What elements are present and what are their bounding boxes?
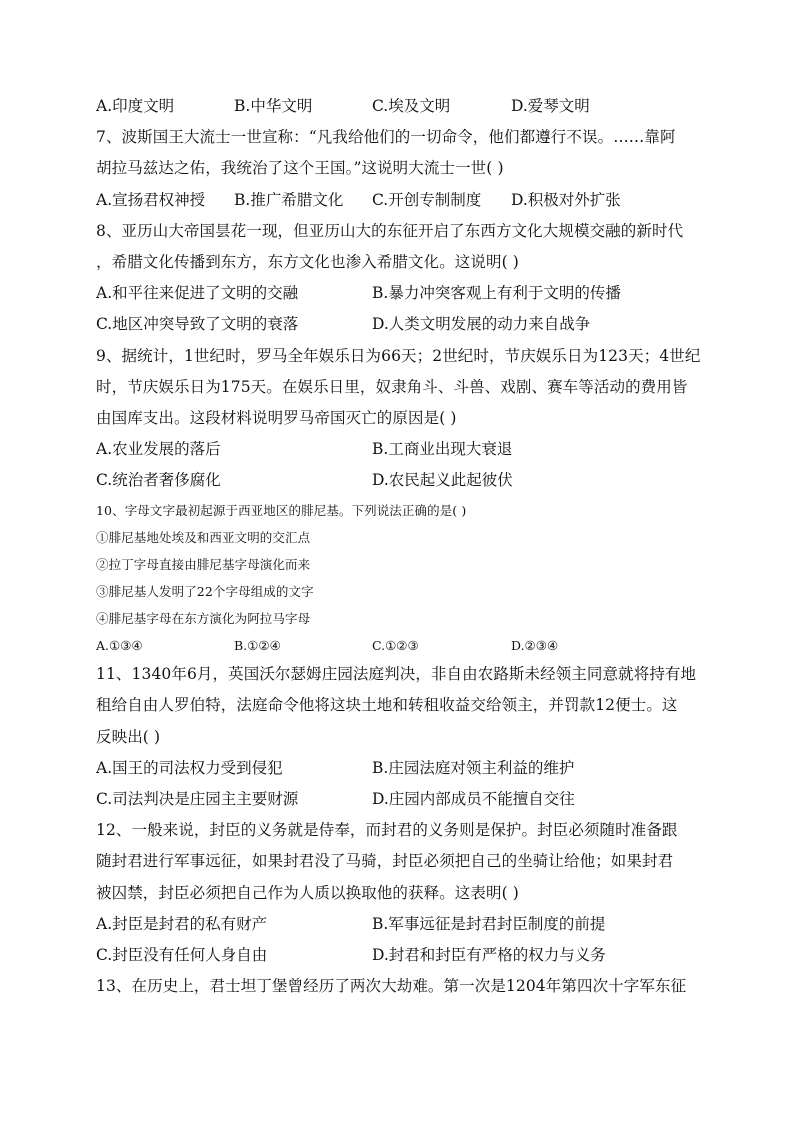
q13-stem-line-1: 13、在历史上，君士坦丁堡曾经历了两次大劫难。第一次是1204年第四次十字军东征 xyxy=(96,977,687,995)
q11-stem-line-3: 反映出( ) xyxy=(96,728,161,746)
q11-option-c: C.司法判决是庄园主主要财源 xyxy=(96,790,299,808)
q9-stem-line-1: 9、据统计，1世纪时，罗马全年娱乐日为66天；2世纪时，节庆娱乐日为123天；4世纪 xyxy=(96,347,701,365)
q8-option-c: C.地区冲突导致了文明的衰落 xyxy=(96,315,299,333)
q11-option-a: A.国王的司法权力受到侵犯 xyxy=(96,759,283,777)
q9-option-b: B.工商业出现大衰退 xyxy=(372,440,513,458)
q9-stem-line-2: 时，节庆娱乐日为175天。在娱乐日里，奴隶角斗、斗兽、戏剧、赛车等活动的费用皆 xyxy=(96,378,688,396)
q8-option-a: A.和平往来促进了文明的交融 xyxy=(96,284,299,302)
q10-item-2: ②拉丁字母直接由腓尼基字母演化而来 xyxy=(96,557,311,572)
q12-option-d: D.封君和封臣有严格的权力与义务 xyxy=(372,946,606,964)
q11-option-d: D.庄园内部成员不能擅自交往 xyxy=(372,790,575,808)
q12-stem-line-1: 12、一般来说，封臣的义务就是侍奉，而封君的义务则是保护。封臣必须随时准备跟 xyxy=(96,821,678,839)
q10-item-3: ③腓尼基人发明了22个字母组成的文字 xyxy=(96,584,314,599)
q6-option-c: C.埃及文明 xyxy=(372,97,451,115)
q8-option-b: B.暴力冲突客观上有利于文明的传播 xyxy=(372,284,621,302)
q7-option-c: C.开创专制制度 xyxy=(372,191,482,209)
q7-option-d: D.积极对外扩张 xyxy=(511,191,621,209)
q11-stem-line-2: 租给自由人罗伯特，法庭命令他将这块土地和转租收益交给领主，并罚款12便士。这 xyxy=(96,696,678,714)
q10-option-b: B.①②④ xyxy=(234,638,281,653)
q9-option-d: D.农民起义此起彼伏 xyxy=(372,471,513,489)
q7-option-a: A.宣扬君权神授 xyxy=(96,191,206,209)
q7-option-b: B.推广希腊文化 xyxy=(234,191,344,209)
q10-item-4: ④腓尼基字母在东方演化为阿拉马字母 xyxy=(96,611,311,626)
q10-option-a: A.①③④ xyxy=(96,638,143,653)
q12-option-c: C.封臣没有任何人身自由 xyxy=(96,946,268,964)
q9-stem-line-3: 由国库支出。这段材料说明罗马帝国灭亡的原因是( ) xyxy=(96,409,457,427)
q11-stem-line-1: 11、1340年6月，英国沃尔瑟姆庄园法庭判决，非自由农路斯未经领主同意就将持有地 xyxy=(96,665,697,683)
q6-option-b: B.中华文明 xyxy=(234,97,313,115)
q12-stem-line-3: 被囚禁，封臣必须把自己作为人质以换取他的获释。这表明( ) xyxy=(96,884,519,902)
q12-option-a: A.封臣是封君的私有财产 xyxy=(96,915,268,933)
q7-stem-line-2: 胡拉马兹达之佑，我统治了这个王国。”这说明大流士一世( ) xyxy=(96,159,504,177)
q12-option-b: B.军事远征是封君封臣制度的前提 xyxy=(372,915,606,933)
q8-stem-line-2: ，希腊文化传播到东方，东方文化也渗入希腊文化。这说明( ) xyxy=(96,253,519,271)
q6-option-d: D.爱琴文明 xyxy=(511,97,590,115)
q8-stem-line-1: 8、亚历山大帝国昙花一现，但亚历山大的东征开启了东西方文化大规模交融的新时代 xyxy=(96,222,684,240)
q8-option-d: D.人类文明发展的动力来自战争 xyxy=(372,315,591,333)
q10-option-d: D.②③④ xyxy=(511,638,559,653)
q10-item-1: ①腓尼基地处埃及和西亚文明的交汇点 xyxy=(96,530,311,545)
q12-stem-line-2: 随封君进行军事远征，如果封君没了马骑，封臣必须把自己的坐骑让给他；如果封君 xyxy=(96,852,674,870)
q6-option-a: A.印度文明 xyxy=(96,97,175,115)
q10-option-c: C.①②③ xyxy=(372,638,419,653)
q11-option-b: B.庄园法庭对领主利益的维护 xyxy=(372,759,575,777)
q10-stem: 10、字母文字最初起源于西亚地区的腓尼基。下列说法正确的是( ) xyxy=(96,503,467,518)
q7-stem-line-1: 7、波斯国王大流士一世宣称：“凡我给他们的一切命令，他们都遵行不误。……靠阿 xyxy=(96,128,676,146)
q9-option-c: C.统治者奢侈腐化 xyxy=(96,471,221,489)
q9-option-a: A.农业发展的落后 xyxy=(96,440,221,458)
